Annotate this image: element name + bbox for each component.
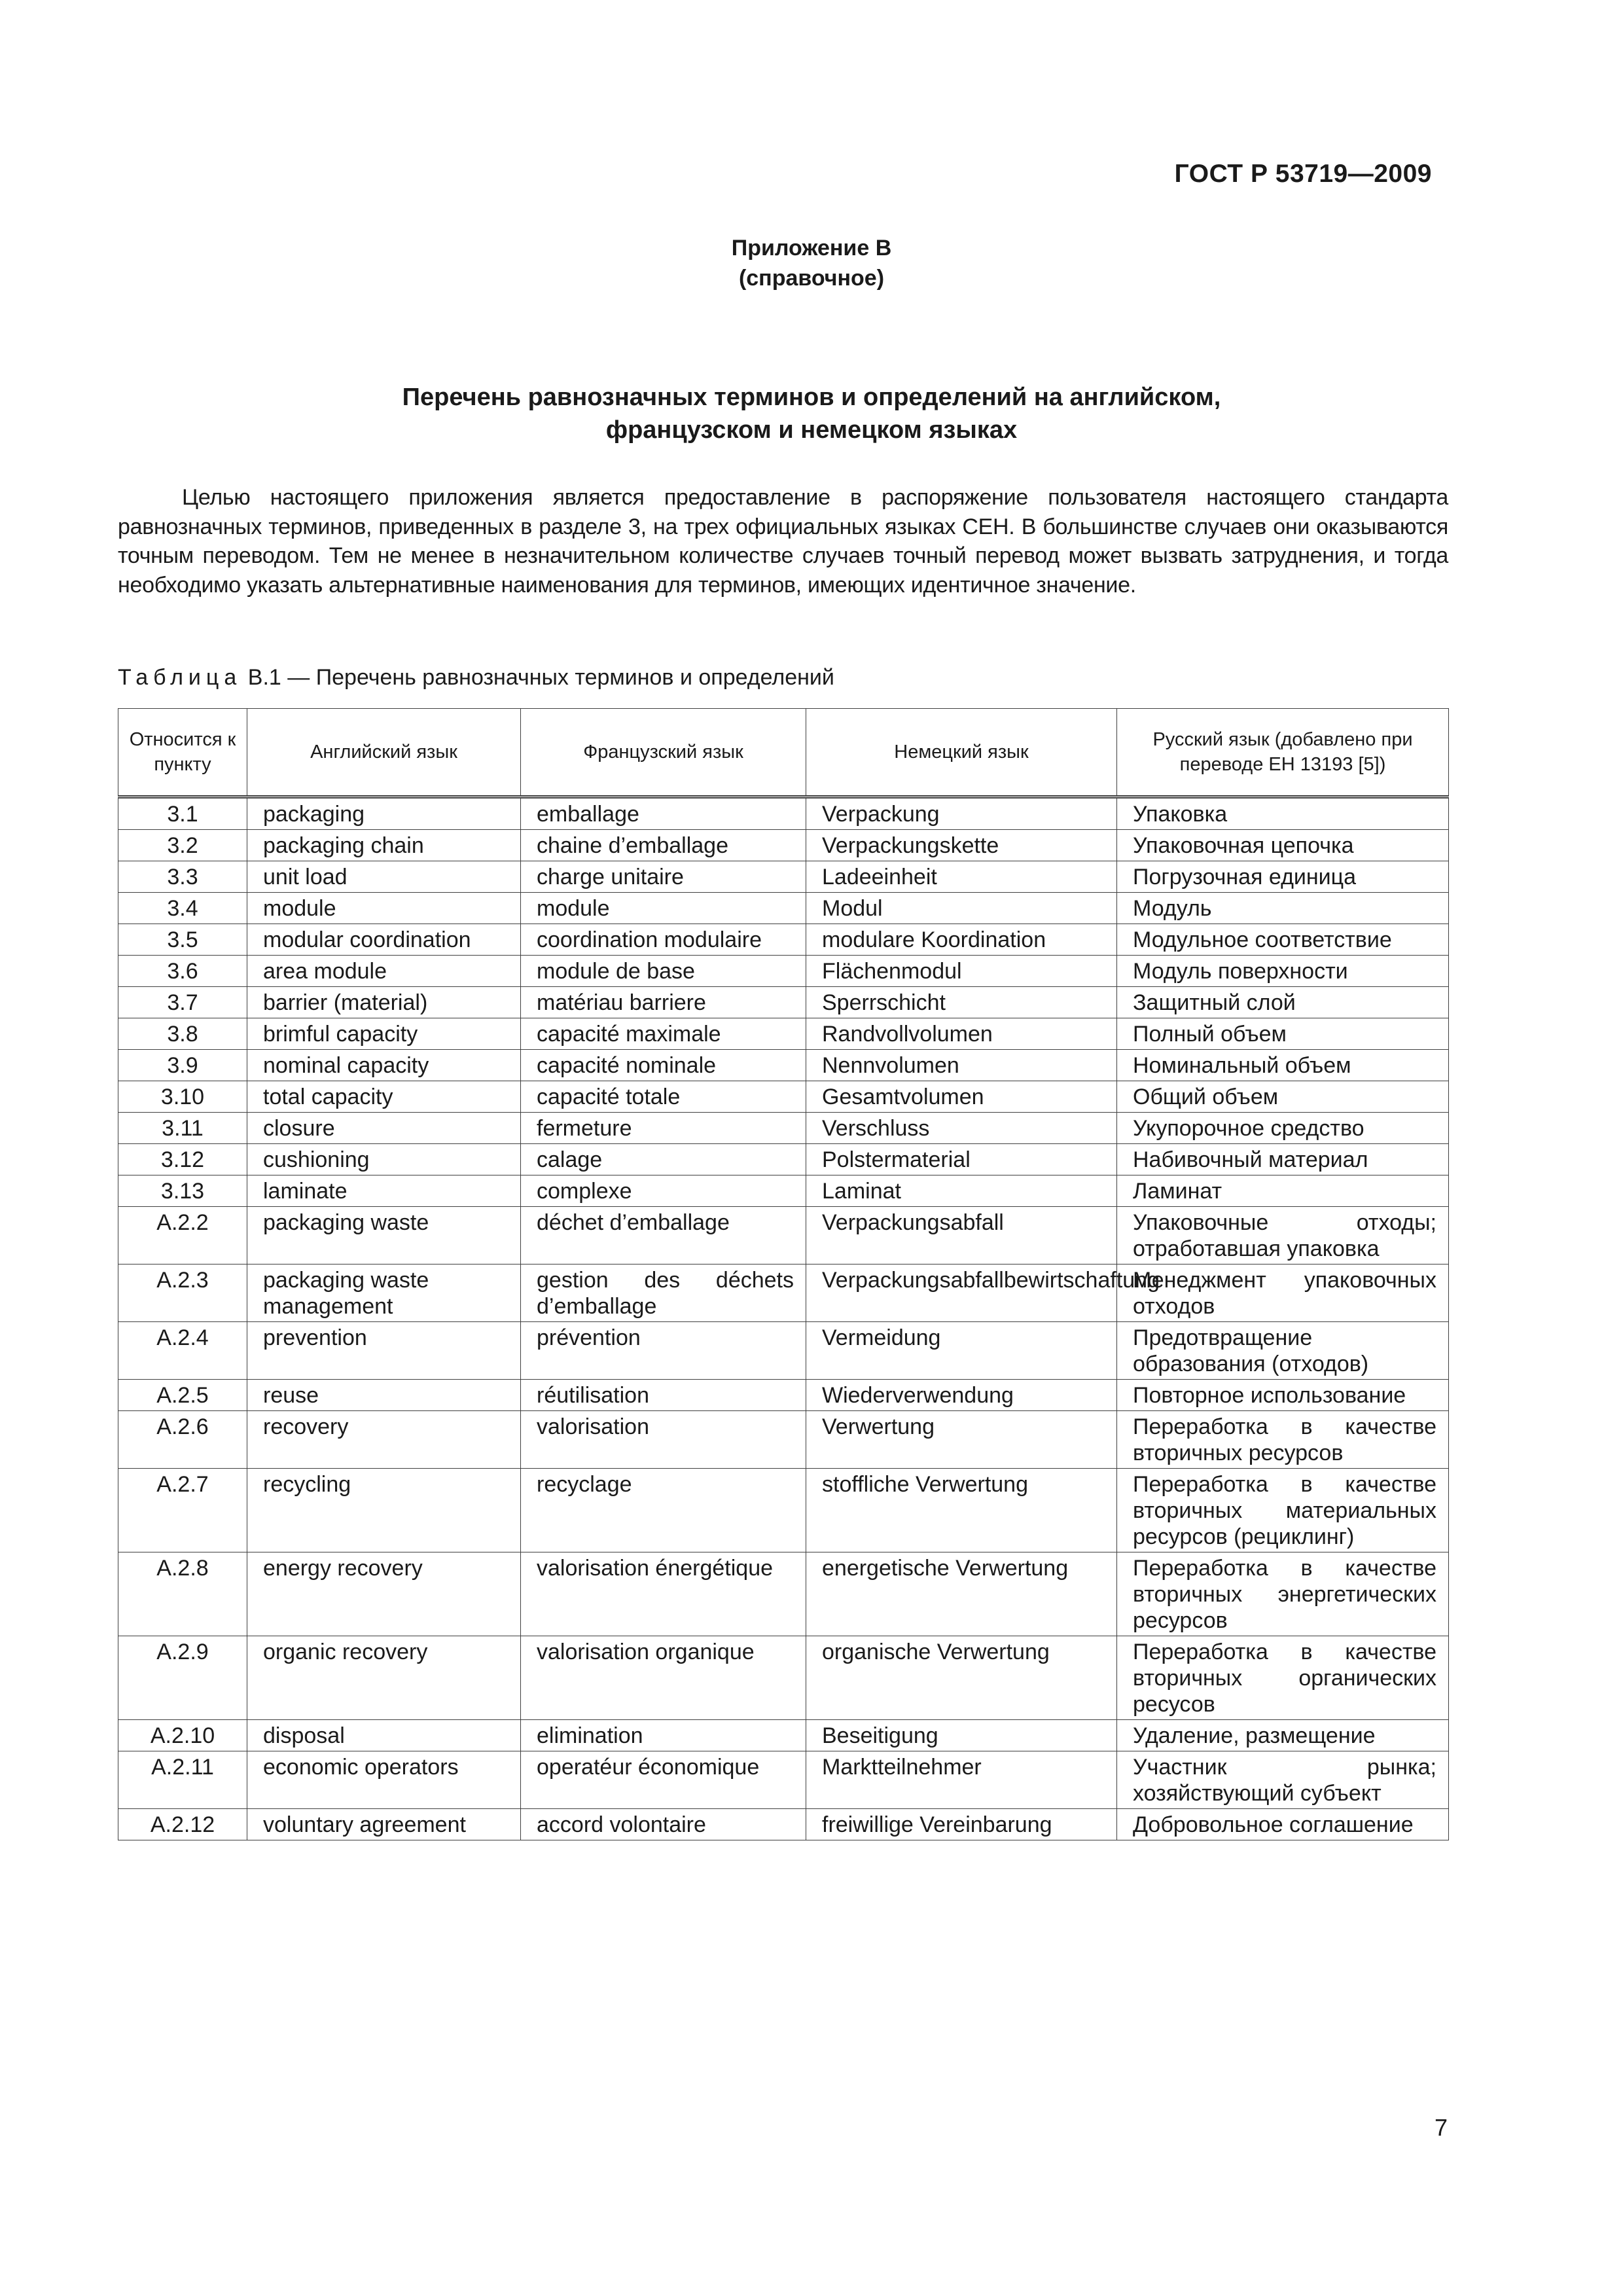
- header-reference: Относится к пункту: [118, 709, 247, 797]
- english-term-cell: brimful capacity: [247, 1018, 521, 1050]
- annex-status: (справочное): [738, 266, 885, 291]
- russian-term-cell: Общий объем: [1117, 1081, 1449, 1113]
- terms-table: [118, 708, 1449, 1840]
- english-term-cell: cushioning: [247, 1144, 521, 1175]
- german-term-cell: energetische Verwertung: [806, 1552, 1117, 1636]
- french-term-cell: fermeture: [521, 1113, 806, 1144]
- english-term-cell: economic operators: [247, 1751, 521, 1809]
- table-row: [118, 797, 1449, 830]
- table-caption-text: В.1 — Перечень равнозначных терминов и определений: [247, 665, 834, 690]
- german-term-cell: Verpackung: [806, 797, 1117, 830]
- french-term-cell: capacité maximale: [521, 1018, 806, 1050]
- russian-term-cell: Повторное использование: [1117, 1380, 1449, 1411]
- french-term-cell: matériau barriere: [521, 987, 806, 1018]
- french-term-cell: déchet d’emballage: [521, 1207, 806, 1265]
- french-term-cell: charge unitaire: [521, 861, 806, 893]
- french-term-cell: valorisation: [521, 1411, 806, 1469]
- french-term-cell: module de base: [521, 956, 806, 987]
- russian-term-cell: Менеджмент упаковочных отходов: [1117, 1265, 1449, 1322]
- german-term-cell: Sperrschicht: [806, 987, 1117, 1018]
- russian-term-cell: Погрузочная единица: [1117, 861, 1449, 893]
- french-term-cell: elimination: [521, 1720, 806, 1751]
- table-row: [118, 1380, 1449, 1411]
- header-french: Французский язык: [521, 709, 806, 797]
- table-caption-label: Таблица: [118, 665, 242, 690]
- english-term-cell: recycling: [247, 1469, 521, 1552]
- russian-term-cell: Модульное соответствие: [1117, 924, 1449, 956]
- table-row: [118, 1265, 1449, 1322]
- french-term-cell: prévention: [521, 1322, 806, 1380]
- section-heading: [0, 381, 1623, 446]
- table-header-row: [118, 709, 1449, 797]
- english-term-cell: area module: [247, 956, 521, 987]
- reference-cell: 3.4: [118, 893, 247, 924]
- reference-cell: A.2.12: [118, 1809, 247, 1840]
- table-row: [118, 1411, 1449, 1469]
- french-term-cell: module: [521, 893, 806, 924]
- french-term-cell: chaine d’emballage: [521, 830, 806, 861]
- english-term-cell: unit load: [247, 861, 521, 893]
- table-row: [118, 1751, 1449, 1809]
- reference-cell: 3.13: [118, 1175, 247, 1207]
- reference-cell: 3.6: [118, 956, 247, 987]
- german-term-cell: Laminat: [806, 1175, 1117, 1207]
- russian-term-cell: Удаление, размещение: [1117, 1720, 1449, 1751]
- table-row: [118, 1081, 1449, 1113]
- english-term-cell: voluntary agreement: [247, 1809, 521, 1840]
- reference-cell: A.2.4: [118, 1322, 247, 1380]
- english-term-cell: organic recovery: [247, 1636, 521, 1720]
- reference-cell: A.2.3: [118, 1265, 247, 1322]
- table-row: [118, 1144, 1449, 1175]
- table-row: [118, 956, 1449, 987]
- english-term-cell: barrier (material): [247, 987, 521, 1018]
- german-term-cell: Modul: [806, 893, 1117, 924]
- reference-cell: 3.10: [118, 1081, 247, 1113]
- russian-term-cell: Набивочный материал: [1117, 1144, 1449, 1175]
- german-term-cell: Verwertung: [806, 1411, 1117, 1469]
- french-term-cell: accord volontaire: [521, 1809, 806, 1840]
- reference-cell: A.2.5: [118, 1380, 247, 1411]
- german-term-cell: organische Verwertung: [806, 1636, 1117, 1720]
- table-body: [118, 797, 1449, 1840]
- english-term-cell: module: [247, 893, 521, 924]
- russian-term-cell: Предотвращение образования (отходов): [1117, 1322, 1449, 1380]
- german-term-cell: freiwillige Vereinbarung: [806, 1809, 1117, 1840]
- german-term-cell: Polstermaterial: [806, 1144, 1117, 1175]
- russian-term-cell: Ламинат: [1117, 1175, 1449, 1207]
- annex-title: Приложение В: [731, 236, 892, 260]
- german-term-cell: Ladeeinheit: [806, 861, 1117, 893]
- english-term-cell: packaging waste management: [247, 1265, 521, 1322]
- english-term-cell: nominal capacity: [247, 1050, 521, 1081]
- table-caption: [118, 665, 834, 691]
- document-code: ГОСТ Р 53719—2009: [1174, 160, 1432, 188]
- reference-cell: 3.5: [118, 924, 247, 956]
- french-term-cell: recyclage: [521, 1469, 806, 1552]
- section-heading-line-2: французском и немецком языках: [605, 416, 1018, 444]
- german-term-cell: modulare Koordination: [806, 924, 1117, 956]
- reference-cell: 3.1: [118, 797, 247, 830]
- table-row: [118, 1809, 1449, 1840]
- header-russian: Русский язык (добавлено при переводе ЕН 13193 [5]): [1117, 709, 1449, 797]
- german-term-cell: Flächenmodul: [806, 956, 1117, 987]
- russian-term-cell: Упаковочные отходы; отработавшая упаковка: [1117, 1207, 1449, 1265]
- annex-title-block: [0, 233, 1623, 293]
- table-row: [118, 1720, 1449, 1751]
- russian-term-cell: Упаковочная цепочка: [1117, 830, 1449, 861]
- page-number: 7: [1434, 2114, 1448, 2141]
- russian-term-cell: Переработка в качестве вторичных материальных ресурсов (рециклинг): [1117, 1469, 1449, 1552]
- table-row: [118, 1636, 1449, 1720]
- french-term-cell: coordination modulaire: [521, 924, 806, 956]
- reference-cell: A.2.7: [118, 1469, 247, 1552]
- german-term-cell: Verpackungsabfall: [806, 1207, 1117, 1265]
- reference-cell: A.2.10: [118, 1720, 247, 1751]
- french-term-cell: gestion des déchets d’emballage: [521, 1265, 806, 1322]
- russian-term-cell: Упаковка: [1117, 797, 1449, 830]
- german-term-cell: Gesamtvolumen: [806, 1081, 1117, 1113]
- german-term-cell: Wiederverwendung: [806, 1380, 1117, 1411]
- russian-term-cell: Полный объем: [1117, 1018, 1449, 1050]
- reference-cell: A.2.8: [118, 1552, 247, 1636]
- german-term-cell: Randvollvolumen: [806, 1018, 1117, 1050]
- header-english: Английский язык: [247, 709, 521, 797]
- table-row: [118, 987, 1449, 1018]
- table-row: [118, 924, 1449, 956]
- russian-term-cell: Укупорочное средство: [1117, 1113, 1449, 1144]
- english-term-cell: packaging chain: [247, 830, 521, 861]
- table-row: [118, 830, 1449, 861]
- reference-cell: A.2.11: [118, 1751, 247, 1809]
- german-term-cell: Verschluss: [806, 1113, 1117, 1144]
- english-term-cell: disposal: [247, 1720, 521, 1751]
- russian-term-cell: Переработка в качестве вторичных органических ресусов: [1117, 1636, 1449, 1720]
- german-term-cell: Marktteilnehmer: [806, 1751, 1117, 1809]
- russian-term-cell: Номинальный объем: [1117, 1050, 1449, 1081]
- german-term-cell: stoffliche Verwertung: [806, 1469, 1117, 1552]
- section-heading-line-1: Перечень равнозначных терминов и определений на английском,: [402, 384, 1221, 411]
- french-term-cell: calage: [521, 1144, 806, 1175]
- reference-cell: A.2.6: [118, 1411, 247, 1469]
- reference-cell: 3.2: [118, 830, 247, 861]
- french-term-cell: capacité nominale: [521, 1050, 806, 1081]
- english-term-cell: modular coordination: [247, 924, 521, 956]
- table-row: [118, 1018, 1449, 1050]
- russian-term-cell: Модуль поверхности: [1117, 956, 1449, 987]
- table-row: [118, 1322, 1449, 1380]
- german-term-cell: Beseitigung: [806, 1720, 1117, 1751]
- russian-term-cell: Переработка в качестве вторичных энергетических ресурсов: [1117, 1552, 1449, 1636]
- german-term-cell: Vermeidung: [806, 1322, 1117, 1380]
- header-german: Немецкий язык: [806, 709, 1117, 797]
- english-term-cell: recovery: [247, 1411, 521, 1469]
- reference-cell: 3.11: [118, 1113, 247, 1144]
- table-row: [118, 1552, 1449, 1636]
- french-term-cell: emballage: [521, 797, 806, 830]
- table-row: [118, 1207, 1449, 1265]
- french-term-cell: complexe: [521, 1175, 806, 1207]
- english-term-cell: reuse: [247, 1380, 521, 1411]
- french-term-cell: réutilisation: [521, 1380, 806, 1411]
- russian-term-cell: Добровольное соглашение: [1117, 1809, 1449, 1840]
- english-term-cell: packaging waste: [247, 1207, 521, 1265]
- reference-cell: 3.3: [118, 861, 247, 893]
- table-row: [118, 893, 1449, 924]
- french-term-cell: capacité totale: [521, 1081, 806, 1113]
- table-row: [118, 1175, 1449, 1207]
- table-row: [118, 1050, 1449, 1081]
- english-term-cell: laminate: [247, 1175, 521, 1207]
- english-term-cell: total capacity: [247, 1081, 521, 1113]
- russian-term-cell: Модуль: [1117, 893, 1449, 924]
- french-term-cell: valorisation organique: [521, 1636, 806, 1720]
- english-term-cell: packaging: [247, 797, 521, 830]
- table-row: [118, 861, 1449, 893]
- english-term-cell: prevention: [247, 1322, 521, 1380]
- reference-cell: 3.9: [118, 1050, 247, 1081]
- reference-cell: 3.12: [118, 1144, 247, 1175]
- reference-cell: A.2.2: [118, 1207, 247, 1265]
- intro-paragraph: Целью настоящего приложения является предоставление в распоряжение пользователя настоящего стандарта равнозначных терминов, приведенных в разделе 3, на трех официальных языках СЕН. В большинстве случаев они оказываются точным переводом. Тем не менее в незначительном количестве случаев точный перевод может вызвать затруднения, и тогда необходимо указать альтернативные наименования для терминов, имеющих идентичное значение.: [118, 485, 1448, 598]
- table-row: [118, 1469, 1449, 1552]
- french-term-cell: operatéur économique: [521, 1751, 806, 1809]
- german-term-cell: Verpackungsabfallbewirtschaftung: [806, 1265, 1117, 1322]
- english-term-cell: energy recovery: [247, 1552, 521, 1636]
- french-term-cell: valorisation énergétique: [521, 1552, 806, 1636]
- russian-term-cell: Защитный слой: [1117, 987, 1449, 1018]
- russian-term-cell: Участник рынка; хозяйствующий субъект: [1117, 1751, 1449, 1809]
- german-term-cell: Nennvolumen: [806, 1050, 1117, 1081]
- english-term-cell: closure: [247, 1113, 521, 1144]
- table-row: [118, 1113, 1449, 1144]
- reference-cell: 3.8: [118, 1018, 247, 1050]
- german-term-cell: Verpackungskette: [806, 830, 1117, 861]
- reference-cell: A.2.9: [118, 1636, 247, 1720]
- reference-cell: 3.7: [118, 987, 247, 1018]
- russian-term-cell: Переработка в качестве вторичных ресурсов: [1117, 1411, 1449, 1469]
